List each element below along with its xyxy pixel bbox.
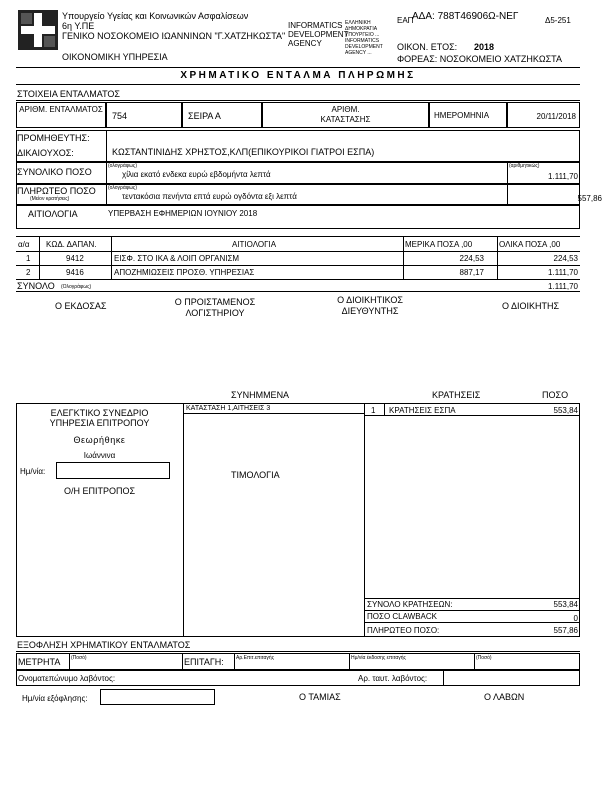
city: Ιωάννινα <box>83 451 116 460</box>
receiver-id-label: Αρ. ταυτ. λαβόντος: <box>358 674 428 683</box>
document-title: ΧΡΗΜΑΤΙΚΟ ΕΝΤΑΛΜΑ ΠΛΗΡΩΜΗΣ <box>180 70 416 81</box>
issuer-signature: Ο ΕΚΔΟΣΑΣ <box>55 301 107 311</box>
beneficiary-box <box>16 130 580 162</box>
total-deductions: 553,84 <box>553 600 578 609</box>
commissioner: Ο/Η ΕΠΙΤΡΟΠΟΣ <box>63 486 136 496</box>
hospital-name: ΓΕΝΙΚΟ ΝΟΣΟΚΟΜΕΙΟ ΙΩΑΝΝΙΝΩΝ "Γ.ΧΑΤΖΗΚΩΣΤΑ" <box>62 31 286 41</box>
series-label: ΣΕΙΡΑ Α <box>188 111 221 121</box>
statement-item: ΚΑΤΑΣΤΑΣΗ 1,ΑΙΤΗΣΕΙΣ 3 <box>186 405 271 412</box>
row-total: 1.111,70 <box>548 268 578 277</box>
authority-name: 6η Υ.ΠΕ <box>62 21 95 31</box>
row-desc: ΕΙΣΦ. ΣΤΟ ΙΚΑ & ΛΟΙΠ ΟΡΓΑΝΙΣΜ <box>114 254 240 263</box>
clawback-label: ΠΟΣΟ CLAWBACK <box>367 612 437 621</box>
payment-date-field[interactable] <box>100 689 215 705</box>
sum-total: 1.111,70 <box>548 282 578 291</box>
eap-label: ΕΑΠ <box>397 16 414 25</box>
cheque-number-field[interactable]: Αρ.Επιτ.επιταγής <box>236 655 275 661</box>
total-digits-tag: (αριθμητικώς) <box>509 163 540 169</box>
ada-code: ΑΔΑ: 788Τ46906Ω-ΝΕΓ <box>412 11 519 22</box>
cashier-signature: Ο ΤΑΜΙΑΣ <box>299 692 341 702</box>
order-no-box <box>106 102 182 128</box>
ministry-logo <box>18 10 58 50</box>
total-amount-box <box>16 162 580 184</box>
fiscal-year: 2018 <box>474 42 495 52</box>
date-box <box>507 102 580 128</box>
cash-label: ΜΕΤΡΗΤΑ <box>18 657 61 667</box>
invoices: ΤΙΜΟΛΟΓΙΑ <box>231 470 280 480</box>
total-label: ΣΥΝΟΛΙΚΟ ΠΟΣΟ <box>17 167 92 177</box>
row-code: 9412 <box>66 254 84 263</box>
payable-words-tag: (ολογράφως) <box>108 185 138 191</box>
deduction-amount: 553,84 <box>553 406 578 415</box>
beneficiary-name: ΚΩΣΤΑΝΤΙΝΙΔΗΣ ΧΡΗΣΤΟΣ,ΚΛΠ(ΕΠΙΚΟΥΡΙΚΟΙ ΓΙΑΤΡΟΙ ΕΣΠΑ) <box>112 147 375 157</box>
commissioner-date-label: Ημ/νία: <box>20 467 46 476</box>
reason-text: ΥΠΕΡΒΑΣΗ ΕΦΗΜΕΡΙΩΝ ΙΟΥΝΙΟΥ 2018 <box>108 209 258 218</box>
deduction-no: 1 <box>371 406 376 415</box>
row-total: 224,53 <box>553 254 578 263</box>
order-no-label-box <box>16 102 106 128</box>
date-label: ΗΜΕΡΟΜΗΝΙΑ <box>434 111 490 120</box>
col-no: α/α <box>18 240 30 249</box>
audit-court: ΕΛΕΓΚΤΙΚΟ ΣΥΝΕΔΡΙΟ <box>50 408 149 418</box>
service-name: ΟΙΚΟΝΟΜΙΚΗ ΥΠΗΡΕΣΙΑ <box>62 52 168 62</box>
attachments-label: ΣΥΝΗΜΜΕΝΑ <box>231 390 290 400</box>
cheque-date-field[interactable]: Ημ/νία έκδοσης επιταγής <box>351 655 406 661</box>
head-accounting-signature: Ο ΠΡΟΙΣΤΑΜΕΝΟΣ ΛΟΓΙΣΤΗΡΙΟΥ <box>174 297 256 318</box>
ministry-name: Υπουργείο Υγείας και Κοινωνικών Ασφαλίσεων <box>62 11 249 21</box>
fiscal-year-label: ΟΙΚΟΝ. ΕΤΟΣ: <box>397 42 458 52</box>
agency-small-print: ΕΛΛΗΝΙΚΗ ΔΗΜΟΚΡΑΤΙΑ ΥΠΟΥΡΓΕΙΟ ... INFORMATICS DEVELOPMENT AGENCY ... <box>345 20 383 56</box>
payable-label: ΠΛΗΡΩΤΕΟ ΠΟΣΟ <box>17 186 96 196</box>
beneficiary-label: ΔΙΚΑΙΟΥΧΟΣ: <box>17 148 74 158</box>
cheque-label: ΕΠΙΤΑΓΗ: <box>184 657 224 667</box>
section-label: ΣΤΟΙΧΕΙΑ ΕΝΤΑΛΜΑΤΟΣ <box>17 89 120 99</box>
col-desc: ΑΙΤΙΟΛΟΓΙΑ <box>232 240 277 249</box>
seen-stamp: Θεωρήθηκε <box>73 435 126 445</box>
cheque-amount-field[interactable]: (Ποσό) <box>476 655 492 661</box>
sum-label: ΣΥΝΟΛΟ <box>17 281 55 291</box>
total-amount: 1.111,70 <box>548 172 578 181</box>
final-payable-label: ΠΛΗΡΩΤΕΟ ΠΟΣΟ: <box>367 626 440 635</box>
statement-no-label: ΑΡΙΘΜ. ΚΑΤΑΣΤΑΣΗΣ <box>320 105 371 124</box>
reason-label: ΑΙΤΙΟΛΟΓΙΑ <box>28 209 78 219</box>
commission-service: ΥΠΗΡΕΣΙΑ ΕΠΙΤΡΟΠΟΥ <box>49 418 150 428</box>
governor-signature: Ο ΔΙΟΙΚΗΤΗΣ <box>502 301 560 311</box>
row-no: 1 <box>26 254 31 263</box>
date-value: 20/11/2018 <box>536 112 576 121</box>
deduction-name: ΚΡΑΤΗΣΕΙΣ ΕΣΠΑ <box>389 406 456 415</box>
order-no: 754 <box>112 111 128 121</box>
row-partial: 224,53 <box>459 254 484 263</box>
statement-no-label-box <box>262 102 429 128</box>
agency-logo-text: INFORMATICS DEVELOPMENT AGENCY <box>288 21 349 48</box>
col-total: ΟΛΙΚΑ ΠΟΣΑ ,00 <box>499 240 561 249</box>
deductions-label: ΚΡΑΤΗΣΕΙΣ <box>432 390 481 400</box>
reason-box <box>16 205 580 229</box>
form-code: Δ5-251 <box>545 16 571 25</box>
date-label-box <box>429 102 507 128</box>
payable-sub: (Μείον κρατήσεις) <box>30 196 70 202</box>
col-code: ΚΩΔ. ΔΑΠΑΝ. <box>46 240 97 249</box>
total-words: χίλια εκατό ενδεκα ευρώ εβδομήντα λεπτά <box>122 170 271 179</box>
body-name: ΦΟΡΕΑΣ: ΝΟΣΟΚΟΜΕΙΟ ΧΑΤΖΗΚΩΣΤΑ <box>397 54 563 64</box>
col-partial: ΜΕΡΙΚΑ ΠΟΣΑ ,00 <box>405 240 473 249</box>
clawback-amount: 0 <box>573 614 578 623</box>
admin-director-signature: Ο ΔΙΟΙΚΗΤΙΚΟΣ ΔΙΕΥΘΥΝΤΗΣ <box>337 295 403 316</box>
row-partial: 887,17 <box>459 268 484 277</box>
receiver-name-label: Ονοματεπώνυμο λαβόντος: <box>18 674 116 683</box>
sum-sub: (Ολογράφως) <box>61 284 92 290</box>
payable-words: τεντακόσια πενήντα επτά ευρώ ογδόντα εξι λεπτά <box>122 192 297 201</box>
order-no-label: ΑΡΙΘΜ. ΕΝΤΑΛΜΑΤΟΣ <box>19 105 103 114</box>
commissioner-date-field[interactable] <box>56 462 170 479</box>
payable-amount: 557,86 <box>577 194 602 203</box>
cash-amount-field[interactable]: (Ποσό) <box>71 655 87 661</box>
payable-box <box>16 184 580 205</box>
row-no: 2 <box>26 268 31 277</box>
row-desc: ΑΠΟΖΗΜΙΩΣΕΙΣ ΠΡΟΣΘ. ΥΠΗΡΕΣΙΑΣ <box>114 268 255 277</box>
total-deductions-label: ΣΥΝΟΛΟ ΚΡΑΤΗΣΕΩΝ: <box>367 600 453 609</box>
final-payable: 557,86 <box>553 626 578 635</box>
row-code: 9416 <box>66 268 84 277</box>
receiver-signature: Ο ΛΑΒΩΝ <box>484 692 525 702</box>
amount-label: ΠΟΣΟ <box>542 390 569 400</box>
supplier-label: ΠΡΟΜΗΘΕΥΤΗΣ: <box>17 133 90 143</box>
payment-method-row <box>16 653 580 670</box>
payment-date-label: Ημ/νία εξόφλησης: <box>22 694 88 703</box>
settlement-title: ΕΞΟΦΛΗΣΗ ΧΡΗΜΑΤΙΚΟΥ ΕΝΤΑΛΜΑΤΟΣ <box>17 640 191 650</box>
series-box <box>182 102 262 128</box>
total-words-tag: (ολογράφως) <box>108 163 138 169</box>
